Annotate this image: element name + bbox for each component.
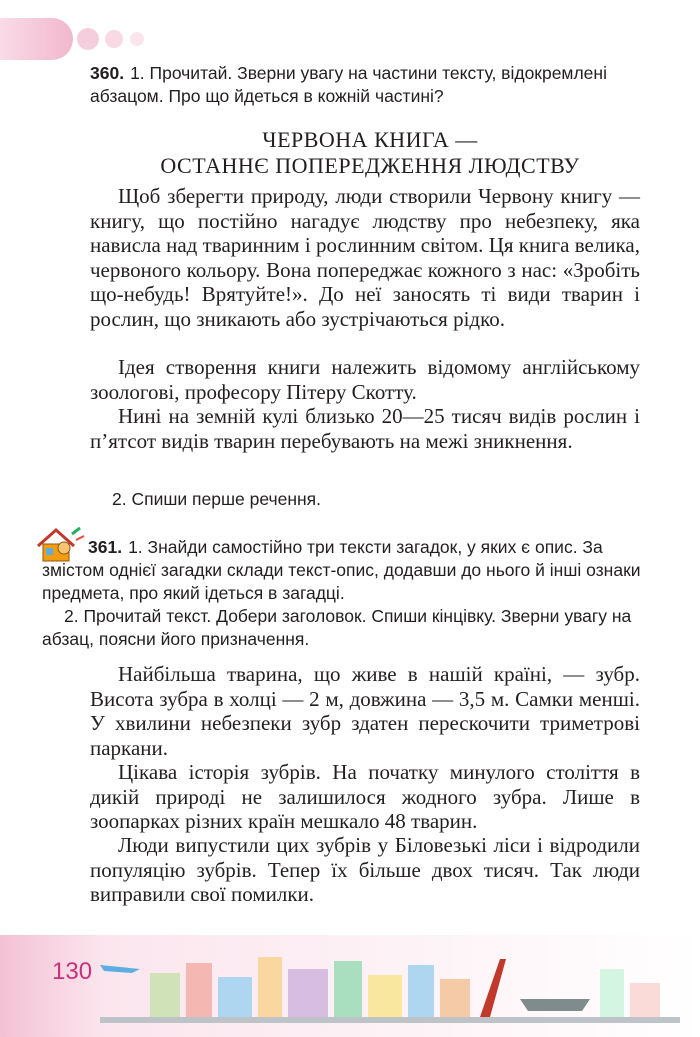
task-361-instructions bbox=[42, 536, 650, 651]
text-title-line2: ОСТАННЄ ПОПЕРЕДЖЕННЯ ЛЮДСТВУ bbox=[160, 153, 580, 178]
paragraph: Найбільша тварина, що живе в нашій країні, — зубр. Висота зубра в холці — 2 м, довжина — 3,5 м. Самки менші. У хвилини небезпеки зубр здатен перескочити триметрові паркани. bbox=[90, 662, 640, 760]
task-360-instruction bbox=[90, 62, 650, 108]
paragraph: Нині на земній кулі близько 20—25 тисяч видів рослин і п’ятсот видів тварин перебувають на межі зникнення. bbox=[90, 404, 640, 453]
city-illustration-band bbox=[0, 935, 700, 1037]
paragraph: Люди випустили цих зубрів у Біловезькі ліси і відродили популяцію зубрів. Тепер їх більше двох тисяч. Так люди виправили свої помилки. bbox=[90, 833, 640, 906]
text-title-line1: ЧЕРВОНА КНИГА — bbox=[262, 127, 478, 152]
paragraph: Щоб зберегти природу, люди створили Червону книгу — книгу, що постійно нагадує людству про небезпеку, яка нависла над тваринним і рослинним світом. Ця книга велика, червоного кольору. Вона попереджає кожного з нас: «Зробіть що-небудь! Врятуйте!». До неї заносять ті види тварин і рослин, що зникають або зустрічаються рідко. bbox=[90, 184, 640, 331]
task-item: 1. Знайди самостійно три тексти загадок, у яких є опис. За змістом однієї загадки склади текст-опис, додавши до нього й інші ознаки предмета, про який ідеться в загадці. bbox=[42, 537, 641, 603]
exercise-number: 360. bbox=[90, 63, 125, 83]
task-360-item2: 2. Спиши перше речення. bbox=[112, 489, 322, 509]
paragraph: Ідея створення книги належить відомому англійському зоологові, професору Пітеру Скотту. bbox=[90, 355, 640, 404]
page-number: 130 bbox=[52, 958, 93, 985]
decorative-dots bbox=[0, 18, 160, 60]
exercise-instruction: 1. Прочитай. Зверни увагу на частини тексту, відокремлені абзацом. Про що йдеться в кожній частині? bbox=[90, 63, 607, 106]
task-item: 2. Прочитай текст. Добери заголовок. Спиши кінцівку. Зверни увагу на абзац, поясни його призначення. bbox=[42, 606, 632, 649]
paragraph: Цікава історія зубрів. На початку минулого століття в дикій природі не залишилося жодного зубра. Лише в зоопарках різних країн мешкало 48 тварин. bbox=[90, 760, 640, 833]
exercise-number: 361. bbox=[88, 537, 123, 557]
